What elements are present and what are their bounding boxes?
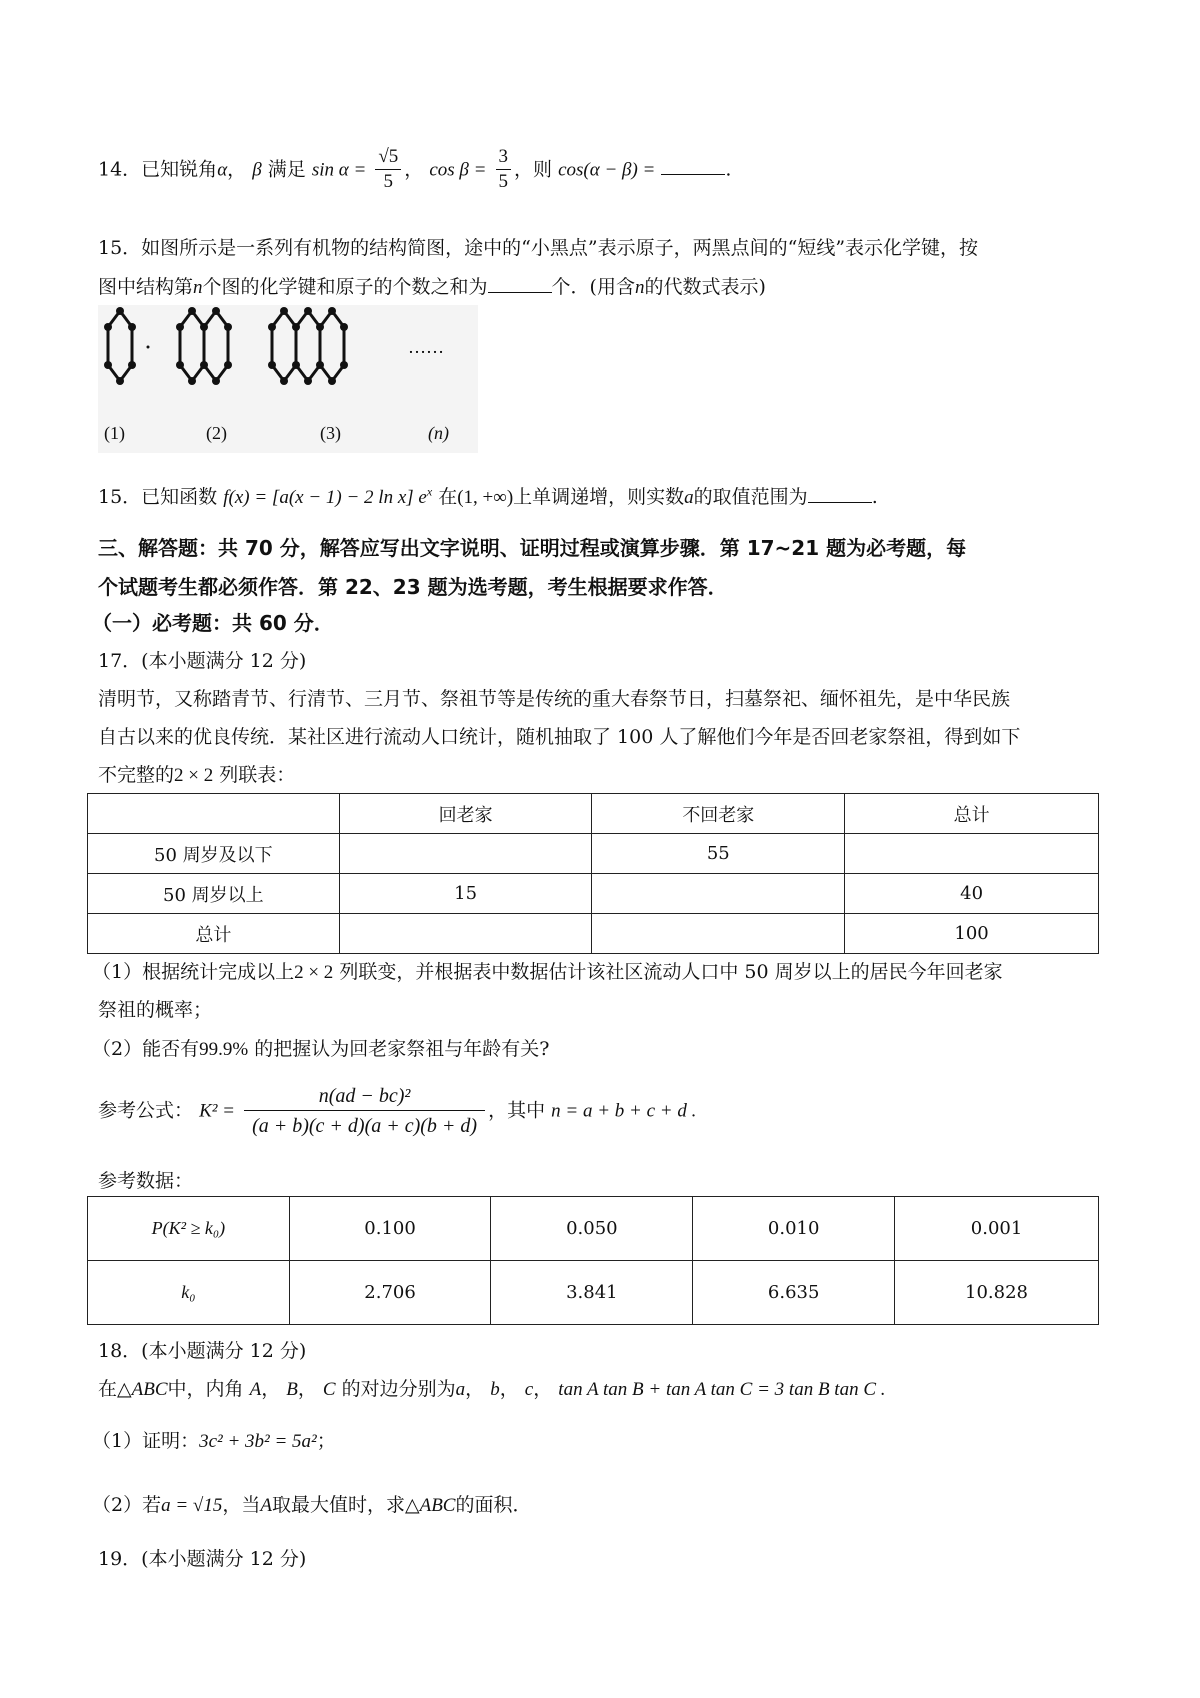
q17-s2m: 99.9%	[199, 1039, 249, 1060]
q15a-n2: n	[634, 277, 645, 298]
table-cell[interactable]	[339, 834, 592, 874]
q17-s1c: 祭祖的概率；	[98, 999, 213, 1021]
section3-line3: （一）必考题：共 60 分．	[92, 611, 334, 635]
q15b-sup: x	[426, 484, 433, 499]
table-row	[88, 1197, 1099, 1261]
q15b-prefix: 15．已知函数	[98, 486, 218, 508]
table-row	[88, 1261, 1099, 1325]
figure-label-1: (1)	[104, 423, 125, 443]
q17-s1b: 列联变，并根据表中数据估计该社区流动人口中 50 周岁以上的居民今年回老家	[339, 961, 1003, 983]
figure-label-n: (n)	[428, 423, 449, 443]
q17-p1: 清明节，又称踏青节、行清节、三月节、祭祖节等是传统的重大春祭节日，扫墓祭祀、缅怀祖先，是中华民族	[98, 688, 1011, 710]
table-cell: 0.100	[289, 1197, 491, 1261]
table-cell: 0.001	[895, 1197, 1099, 1261]
q17-p3a: 不完整的	[98, 764, 175, 786]
table-cell: 100	[845, 914, 1099, 954]
q15b-function: f(x) = [a(x − 1) − 2 ln x] e	[223, 487, 427, 508]
q18-sep: ，	[261, 1378, 281, 1400]
figure-label-3: (3)	[320, 423, 341, 443]
q18-p1b: 中，内角	[167, 1378, 244, 1400]
q14-cos-den: 5	[498, 170, 508, 192]
q18-c: c	[524, 1379, 534, 1400]
molecule-diagram	[98, 305, 478, 425]
q17-p3	[98, 760, 295, 787]
table-row	[88, 914, 1099, 954]
table-cell: 55	[592, 834, 845, 874]
q18-s1a: （1）证明：	[92, 1430, 200, 1452]
q18-sep: ，	[465, 1378, 485, 1400]
q18-sep: ，	[297, 1378, 317, 1400]
table-cell: 50 周岁及以下	[88, 834, 340, 874]
molecule-structure-figure	[98, 305, 478, 453]
q18-s2b: ，当	[222, 1494, 261, 1516]
formula-denominator: (a + b)(c + d)(a + c)(b + d)	[252, 1115, 478, 1137]
q18-b: b	[490, 1379, 500, 1400]
table-header-row	[88, 794, 1099, 834]
q18-s2e: 的面积．	[455, 1494, 532, 1516]
figure-ellipsis: ……	[408, 337, 444, 357]
q17-s1m: 2 × 2	[294, 962, 334, 983]
contingency-table	[87, 793, 1099, 954]
q18-A: A	[249, 1379, 262, 1400]
q17-s1a: （1）根据统计完成以上	[92, 961, 295, 983]
q18-sep: ，	[533, 1378, 553, 1400]
q15a-answer-blank[interactable]	[488, 274, 552, 293]
q14-cos-expr: cos β =	[429, 159, 487, 181]
q14-target: cos(α − β) =	[558, 159, 656, 181]
q18-s2m: a = √15	[161, 1495, 223, 1516]
figure-label-2: (2)	[206, 423, 227, 443]
table-cell[interactable]	[339, 914, 592, 954]
table-row	[88, 834, 1099, 874]
q18-s1m: 3c² + 3b² = 5a²	[199, 1431, 317, 1452]
q17-s2b: 的把握认为回老家祭祖与年龄有关?	[254, 1038, 550, 1060]
q17-s2	[92, 1034, 549, 1061]
formula-label: 参考公式：	[98, 1099, 194, 1122]
reference-data-table	[87, 1196, 1099, 1325]
table-header-cell	[88, 794, 340, 834]
q18-s2c: 取最大值时，求	[271, 1494, 405, 1516]
table-header-cell: 回老家	[339, 794, 592, 834]
q18-s1b: ；	[316, 1430, 336, 1452]
table-cell: 0.010	[693, 1197, 895, 1261]
q18-s2-triangle: △ABC	[404, 1495, 456, 1516]
q18-s2a: （2）若	[92, 1494, 162, 1516]
q17-p3m: 2 × 2	[174, 765, 214, 786]
q15b-a: a	[684, 487, 694, 508]
q18-equation: tan A tan B + tan A tan C = 3 tan B tan C .	[558, 1379, 886, 1400]
q15a-text-a: 图中结构第	[98, 276, 194, 298]
q18-p1c: 的对边分别为	[341, 1378, 456, 1400]
q18-a: a	[455, 1379, 466, 1400]
q15a-line2	[98, 272, 766, 299]
q17-s1	[92, 957, 1003, 984]
q19-title: 19．(本小题满分 12 分)	[98, 1548, 307, 1570]
q14-sep: ，	[227, 158, 247, 181]
table-cell: 40	[845, 874, 1099, 914]
q14-end: .	[725, 158, 732, 181]
q15b-end: .	[871, 486, 878, 508]
structure-2	[180, 311, 204, 381]
q15b-line	[98, 482, 878, 509]
q18-s1	[92, 1426, 336, 1453]
formula-fraction	[244, 1082, 485, 1141]
q14-sin-fraction	[375, 146, 401, 194]
q14-line	[98, 146, 731, 194]
q14-sin-num: √5	[375, 146, 401, 170]
q18-s2A: A	[260, 1495, 272, 1516]
table-cell: 3.841	[491, 1261, 693, 1325]
table-cell: 6.635	[693, 1261, 895, 1325]
q14-mid: 满足	[267, 158, 306, 181]
table-row	[88, 874, 1099, 914]
q14-cos-fraction	[496, 146, 512, 194]
q14-comma: ，	[404, 158, 424, 181]
q18-B: B	[286, 1379, 298, 1400]
structure-3	[272, 311, 296, 381]
formula-tail: ，其中	[488, 1099, 546, 1122]
q15b-suffix: 的取值范围为	[693, 486, 808, 508]
q15b-answer-blank[interactable]	[808, 484, 872, 503]
table-cell: 0.050	[491, 1197, 693, 1261]
formula-lhs: K² =	[199, 1100, 236, 1122]
table-header-cell: 总计	[845, 794, 1099, 834]
table-cell[interactable]	[592, 874, 845, 914]
q18-sep: ，	[499, 1378, 519, 1400]
table-cell: 2.706	[289, 1261, 491, 1325]
section3-line1: 三、解答题：共 70 分，解答应写出文字说明、证明过程或演算步骤．第 17~21 题为必考题，每	[98, 536, 967, 560]
section3-line2: 个试题考生都必须作答．第 22、23 题为选考题，考生根据要求作答．	[98, 575, 728, 599]
q15b-interval: (1, +∞)	[457, 487, 514, 508]
q14-then: ，则	[514, 158, 553, 181]
q18-triangle: △ABC	[117, 1379, 168, 1400]
table-head-cell: P(K² ≥ k₀)	[88, 1197, 290, 1261]
q18-C: C	[322, 1379, 336, 1400]
table-cell: 15	[339, 874, 592, 914]
q15a-text-b: 个图的化学键和原子的个数之和为	[202, 276, 488, 298]
q14-alpha: α	[217, 159, 228, 181]
formula-n: n = a + b + c + d .	[551, 1100, 697, 1122]
q18-title: 18．(本小题满分 12 分)	[98, 1340, 307, 1362]
q18-p1a: 在	[98, 1378, 118, 1400]
q14-answer-blank[interactable]	[661, 156, 725, 175]
q14-cos-num: 3	[496, 146, 512, 170]
table-head-cell: k₀	[88, 1261, 290, 1325]
table-cell[interactable]	[845, 834, 1099, 874]
table-header-cell: 不回老家	[592, 794, 845, 834]
table-cell: 10.828	[895, 1261, 1099, 1325]
table-cell: 总计	[88, 914, 340, 954]
q14-prefix: 14．已知锐角	[98, 158, 218, 181]
structure-1	[108, 311, 132, 381]
table-cell[interactable]	[592, 914, 845, 954]
q15b-in: 在	[438, 486, 458, 508]
q15a-line1: 15．如图所示是一系列有机物的结构简图，途中的“小黑点”表示原子，两黑点间的“短线”表示化学键，按	[98, 237, 979, 259]
q14-sin-den: 5	[383, 170, 394, 192]
q17-title: 17．(本小题满分 12 分)	[98, 650, 307, 672]
ref-data-label: 参考数据：	[98, 1170, 194, 1192]
q15a-text-d: 的代数式表示)	[644, 276, 766, 298]
table-cell: 50 周岁以上	[88, 874, 340, 914]
q15a-text-c: 个．(用含	[551, 276, 635, 298]
q17-formula	[98, 1082, 696, 1141]
formula-numerator: n(ad − bc)²	[244, 1082, 485, 1111]
q18-p1	[98, 1374, 886, 1401]
q15a-n: n	[193, 277, 203, 298]
q15b-mid: 上单调递增，则实数	[513, 486, 685, 508]
q18-s2	[92, 1490, 532, 1517]
q17-p2: 自古以来的优良传统．某社区进行流动人口统计，随机抽取了 100 人了解他们今年是否回老家祭祖，得到如下	[98, 726, 1021, 748]
q17-p3b: 列联表：	[219, 764, 296, 786]
q14-sin-expr: sin α =	[311, 159, 367, 181]
q14-beta: β	[252, 159, 262, 181]
q17-s2a: （2）能否有	[92, 1038, 200, 1060]
